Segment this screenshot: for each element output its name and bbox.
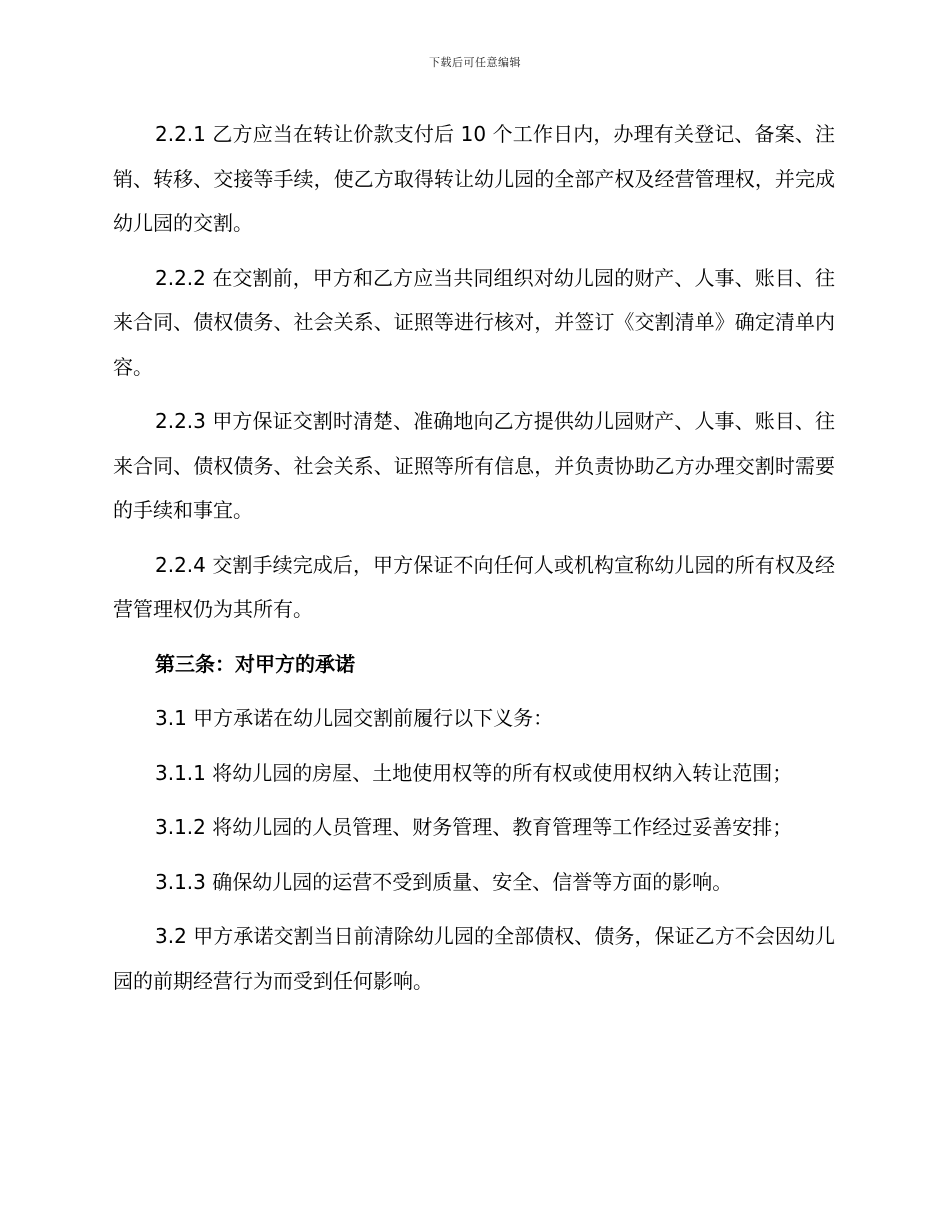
clause-3-1-1: 3.1.1 将幼儿园的房屋、土地使用权等的所有权或使用权纳入转让范围；: [155, 760, 793, 785]
clause-2-2-3: 2.2.3 甲方保证交割时清楚、准确地向乙方提供幼儿园财产、人事、账目、往来合同、债权债务、社会关系、证照等所有信息，并负责协助乙方办理交割时需要的手续和事宜。: [113, 409, 835, 522]
clause-3-1-3: 3.1.3 确保幼儿园的运营不受到质量、安全、信誉等方面的影响。: [155, 869, 733, 894]
clause-2-2-4: 2.2.4 交割手续完成后，甲方保证不向任何人或机构宣称幼儿园的所有权及经营管理权仍为其所有。: [113, 552, 835, 621]
clause-2-2-2: 2.2.2 在交割前，甲方和乙方应当共同组织对幼儿园的财产、人事、账目、往来合同、债权债务、社会关系、证照等进行核对，并签订《交割清单》确定清单内容。: [113, 265, 835, 379]
article-3-heading: 第三条：对甲方的承诺: [155, 651, 355, 676]
clause-2-2-1: 2.2.1 乙方应当在转让价款支付后 10 个工作日内，办理有关登记、备案、注销、转移、交接等手续，使乙方取得转让幼儿园的全部产权及经营管理权，并完成幼儿园的交割。: [113, 122, 835, 235]
clause-3-1-2: 3.1.2 将幼儿园的人员管理、财务管理、教育管理等工作经过妥善安排；: [155, 815, 793, 839]
document-body: [113, 112, 835, 1013]
clause-3-2: 3.2 甲方承诺交割当日前清除幼儿园的全部债权、债务，保证乙方不会因幼儿园的前期经营行为而受到任何影响。: [113, 924, 835, 993]
clause-3-1: 3.1 甲方承诺在幼儿园交割前履行以下义务：: [155, 706, 554, 730]
page-header: 下载后可任意编辑: [429, 56, 521, 69]
